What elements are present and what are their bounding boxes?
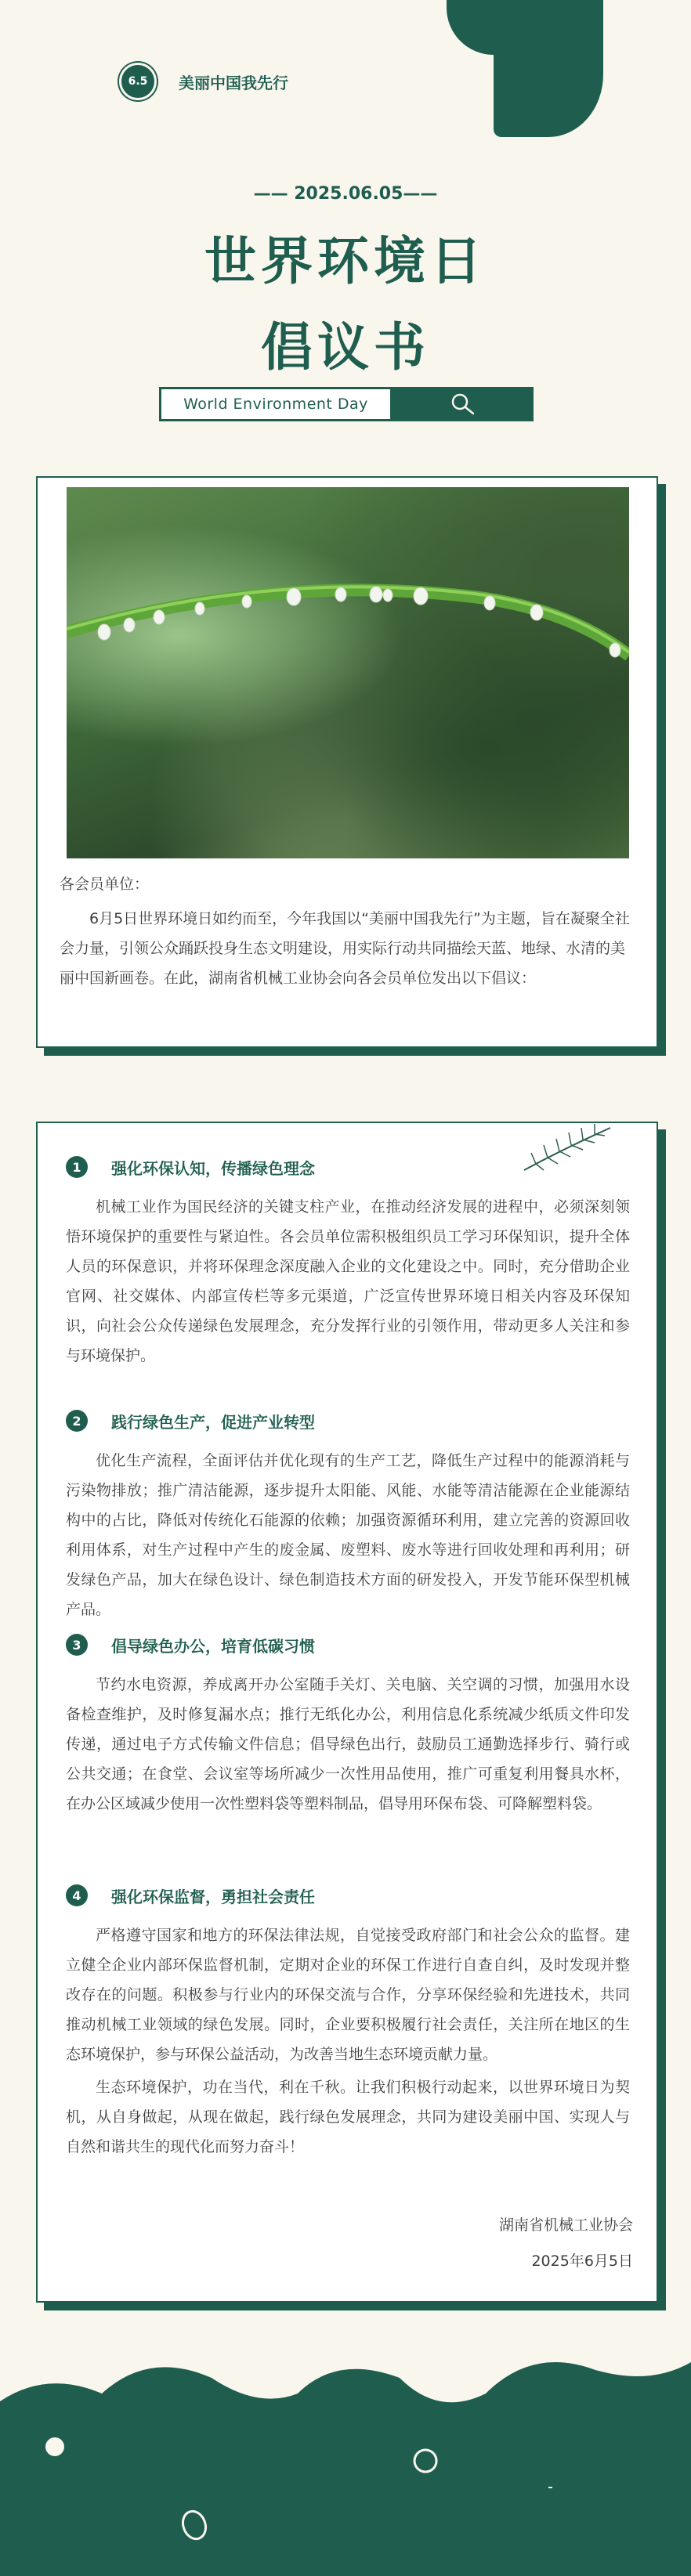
section-title: 倡导绿色办公，培育低碳习惯 [111,1636,315,1656]
sub-title: 倡议书 [261,316,430,378]
section-title: 践行绿色生产，促进产业转型 [111,1412,315,1432]
search-box[interactable] [393,387,534,421]
section-body: 优化生产流程，全面评估并优化现有的生产工艺，降低生产过程中的能源消耗与污染物排放；推广清洁能源，逐步提升太阳能、风能、水能等清洁能源在企业能源结构中的占比，降低对传统化石能源的依赖；加强资源循环利用，建立完善的资源回收利用体系，对生产过程中产生的废金属、废塑料、废水等进行回收处理和再利用；研发绿色产品，加大在绿色设计、绿色制造技术方面的研发投入，开发节能环保型机械产品。 [66,1452,630,1618]
english-title: World Environment Day [159,387,393,421]
english-title-bar [159,387,534,421]
section-body: 节约水电资源，养成离开办公室随手关灯、关电脑、关空调的习惯，加强用水设备检查维护，及时修复漏水点；推行无纸化办公，利用信息化系统减少纸质文件印发传递，通过电子方式传输文件信息；倡导绿色出行，鼓励员工通勤选择步行、骑行或公共交通；在食堂、会议室等场所减少一次性用品使用，推广可重复利用餐具水杯，在办公区域减少使用一次性塑料袋等塑料制品，倡导用环保布袋、可降解塑料袋。 [66,1676,630,1812]
dewdrop-leaf-photo [67,487,629,858]
main-title: 世界环境日 [204,230,487,291]
section-title: 强化环保认知，传播绿色理念 [111,1158,315,1178]
section-number: 2 [66,1410,88,1432]
salutation: 各会员单位： [60,876,150,893]
date-badge: 6.5 [119,63,157,100]
intro-paragraph: 6月5日世界环境日如约而至，今年我国以“美丽中国我先行”为主题，旨在凝聚全社会力量，引领公众踊跃投身生态文明建设，用实际行动共同描绘天蓝、地绿、水清的美丽中国新画卷。在此，湖南省机械工业协会向各会员单位发出以下倡议： [60,910,630,987]
proposal-section-4 [66,1880,630,2162]
signature-date: 2025年6月5日 [531,2253,633,2270]
closing-paragraph: 生态环境保护，功在当代，利在千秋。让我们积极行动起来，以世界环境日为契机，从自身做起，从现在做起，践行绿色发展理念，共同为建设美丽中国、实现人与自然和谐共生的现代化而努力奋斗！ [66,2079,630,2155]
section-body: 严格遵守国家和地方的环保法律法规，自觉接受政府部门和社会公众的监督。建立健全企业内部环保监督机制，定期对企业的环保工作进行自查自纠，及时发现并整改存在的问题。积极参与行业内的环保交流与合作，分享环保经验和先进技术，共同推动机械工业领域的绿色发展。同时，企业要积极履行社会责任，关注所在地区的生态环境保护，参与环保公益活动，为改善当地生态环境贡献力量。 [66,1927,630,2063]
section-number: 4 [66,1884,88,1906]
signature-org: 湖南省机械工业协会 [498,2217,633,2234]
proposals-card [36,1122,658,2303]
section-number: 3 [66,1634,88,1656]
bottom-decoration [0,2347,691,2576]
proposal-section-1 [66,1151,630,1371]
top-decoration [494,0,603,137]
slogan: 美丽中国我先行 [179,73,288,92]
date-line: —— 2025.06.05—— [253,184,438,204]
search-icon [450,392,476,416]
intro-text [60,869,639,993]
proposal-section-2 [66,1405,630,1624]
intro-card [36,476,658,1048]
proposal-section-3 [66,1629,630,1819]
section-number: 1 [66,1156,88,1178]
section-title: 强化环保监督，勇担社会责任 [111,1887,315,1906]
header-badge-row [119,63,288,100]
section-body: 机械工业作为国民经济的关键支柱产业，在推动经济发展的进程中，必须深刻领悟环境保护的重要性与紧迫性。各会员单位需积极组织员工学习环保知识，提升全体人员的环保意识，并将环保理念深度融入企业的文化建设之中。同时，充分借助企业官网、社交媒体、内部宣传栏等多元渠道，广泛宣传世界环境日相关内容及环保知识，向社会公众传递绿色发展理念，充分发挥行业的引领作用，带动更多人关注和参与环境保护。 [66,1198,630,1364]
